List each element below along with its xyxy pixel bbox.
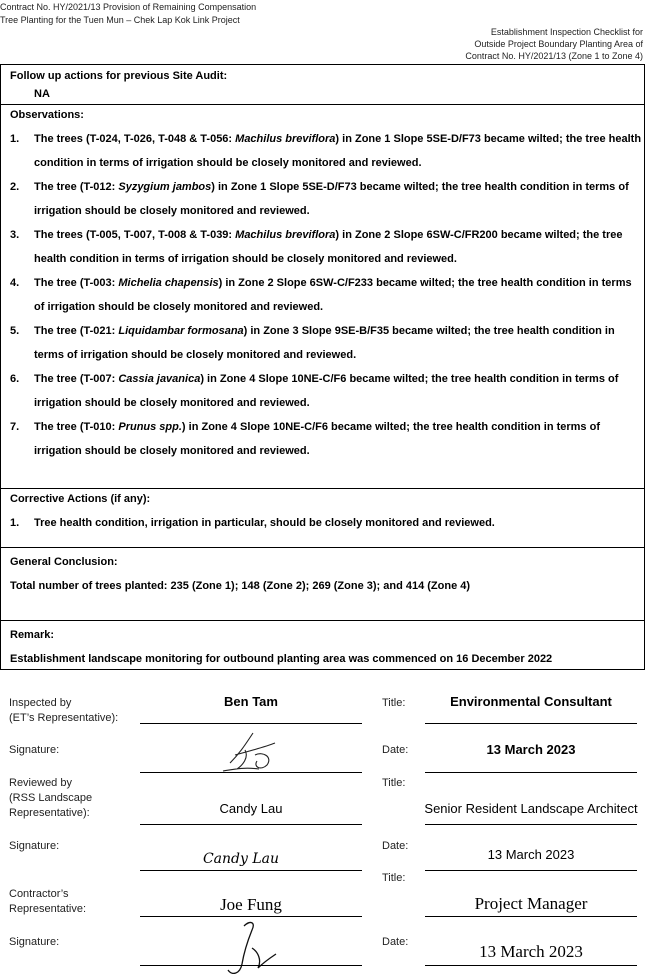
species-name: Machilus breviflora xyxy=(235,229,336,241)
reviewed-name: Candy Lau xyxy=(219,801,283,816)
signature-label: Signature: xyxy=(9,744,60,756)
species-name: Prunus spp. xyxy=(118,421,182,433)
signature-line xyxy=(140,772,362,773)
signature-line xyxy=(140,916,362,917)
signature-label: Signature: xyxy=(9,840,60,852)
signature-line xyxy=(425,916,637,917)
title-label: Title: xyxy=(382,872,406,884)
document-header-left xyxy=(0,1,256,27)
signature-line xyxy=(425,723,637,724)
section-divider xyxy=(1,104,644,105)
title-label: Title: xyxy=(382,697,406,709)
header-project-line: Tree Planting for the Tuen Mun – Chek Lap Kok Link Project xyxy=(0,15,240,25)
species-name: Liquidambar formosana xyxy=(118,325,244,337)
reviewer-signature-image: Candy Lau xyxy=(202,851,280,867)
conclusion-label: General Conclusion: xyxy=(10,556,118,568)
signature-line xyxy=(425,870,637,871)
reviewed-title: Senior Resident Landscape Architect xyxy=(424,801,638,816)
inspected-title: Environmental Consultant xyxy=(450,694,612,709)
conclusion-text: Total number of trees planted: 235 (Zone 1); 148 (Zone 2); 269 (Zone 3); and 414 (Zone 4) xyxy=(10,580,471,592)
contractor-signature-image xyxy=(222,918,282,980)
remark-section xyxy=(0,620,645,670)
followup-value: NA xyxy=(34,88,50,100)
date-label: Date: xyxy=(382,840,409,852)
contractor-name: Joe Fung xyxy=(220,895,282,914)
signature-line xyxy=(140,824,362,825)
title-label: Title: xyxy=(382,777,406,789)
corrective-label: Corrective Actions (if any): xyxy=(10,493,151,505)
remark-label: Remark: xyxy=(10,629,55,641)
remark-text: Establishment landscape monitoring for outbound planting area was commenced on 16 December 2022 xyxy=(10,653,553,665)
signature-label: Signature: xyxy=(9,936,60,948)
species-name: Michelia chapensis xyxy=(118,277,219,289)
species-name: Cassia javanica xyxy=(118,373,201,385)
inspected-date: 13 March 2023 xyxy=(486,742,576,757)
header-contract-line: Contract No. HY/2021/13 Provision of Remaining Compensation xyxy=(0,2,257,12)
reviewed-by-label: Reviewed by (RSS Landscape Representative): xyxy=(9,777,93,819)
signature-line xyxy=(140,965,362,966)
signature-line xyxy=(425,824,637,825)
followup-label: Follow up actions for previous Site Audit: xyxy=(10,70,228,82)
conclusion-section xyxy=(0,547,645,621)
species-name: Syzygium jambos xyxy=(118,181,212,193)
signature-line xyxy=(425,965,637,966)
inspected-by-label: Inspected by (ET’s Representative): xyxy=(9,697,119,724)
inspector-signature-image xyxy=(215,725,295,775)
signature-line xyxy=(140,870,362,871)
contractor-date: 13 March 2023 xyxy=(479,942,583,961)
header-checklist-line: Establishment Inspection Checklist for xyxy=(490,27,643,37)
header-zones-line: Contract No. HY/2021/13 (Zone 1 to Zone 4) xyxy=(465,51,643,61)
signature-line xyxy=(425,772,637,773)
inspected-name: Ben Tam xyxy=(224,694,278,709)
signature-line xyxy=(140,723,362,724)
species-name: Machilus breviflora xyxy=(235,133,336,145)
observations-label: Observations: xyxy=(10,109,84,121)
reviewed-date: 13 March 2023 xyxy=(487,847,575,862)
contractor-label: Contractor’s Representative: xyxy=(9,888,87,915)
corrective-section: Corrective Actions (if any): 1. Tree health condition, irrigation in particular, should be closely monitored and reviewed. xyxy=(0,488,645,548)
date-label: Date: xyxy=(382,936,409,948)
contractor-title: Project Manager xyxy=(474,894,588,913)
date-label: Date: xyxy=(382,744,409,756)
observations-section: Follow up actions for previous Site Audit: NA Observations: 1. The trees (T-024, T-026, T-048 & T-056: Machilus breviflora) in Zone 1 Slope 5SE-D/F73 became wilted; the tree health condition in terms of irrigation should be closely monitored and reviewed. 2. The tree (T-012: Syzygium jambos) in Zone 1 Slope 5SE-D/F73 became wilted; the tree health condition in terms of irrigation should be closely monitored and reviewed. 3. The trees (T-005, T-007, T-008 & T-039: Machilus breviflora) in Zone 2 Slope 6SW-C/FR200 became wilted; the tree health condition in terms of irrigation should be closely monitored and reviewed. 4. The tree (T-003: Michelia chapensis) in Zone 2 Slope 6SW-C/F233 became wilted; the tree health condition in terms of irrigation should be closely monitored and reviewed. 5. The tree (T-021: Liquidambar formosana) in Zone 3 Slope 9SE-B/F35 became wilted; the tree health condition in terms of irrigation should be closely monitored and reviewed. 6. The tree (T-007: Cassia javanica) in Zone 4 Slope 10NE-C/F6 became wilted; the tree health condition in terms of irrigation should be closely monitored and reviewed. 7. The tree (T-010: Prunus spp.) in Zone 4 Slope 10NE-C/F6 became wilted; the tree health condition in terms of irrigation should be closely monitored and reviewed. xyxy=(0,64,645,489)
document-header-right xyxy=(383,26,643,62)
header-planting-line: Outside Project Boundary Planting Area of xyxy=(474,39,643,49)
